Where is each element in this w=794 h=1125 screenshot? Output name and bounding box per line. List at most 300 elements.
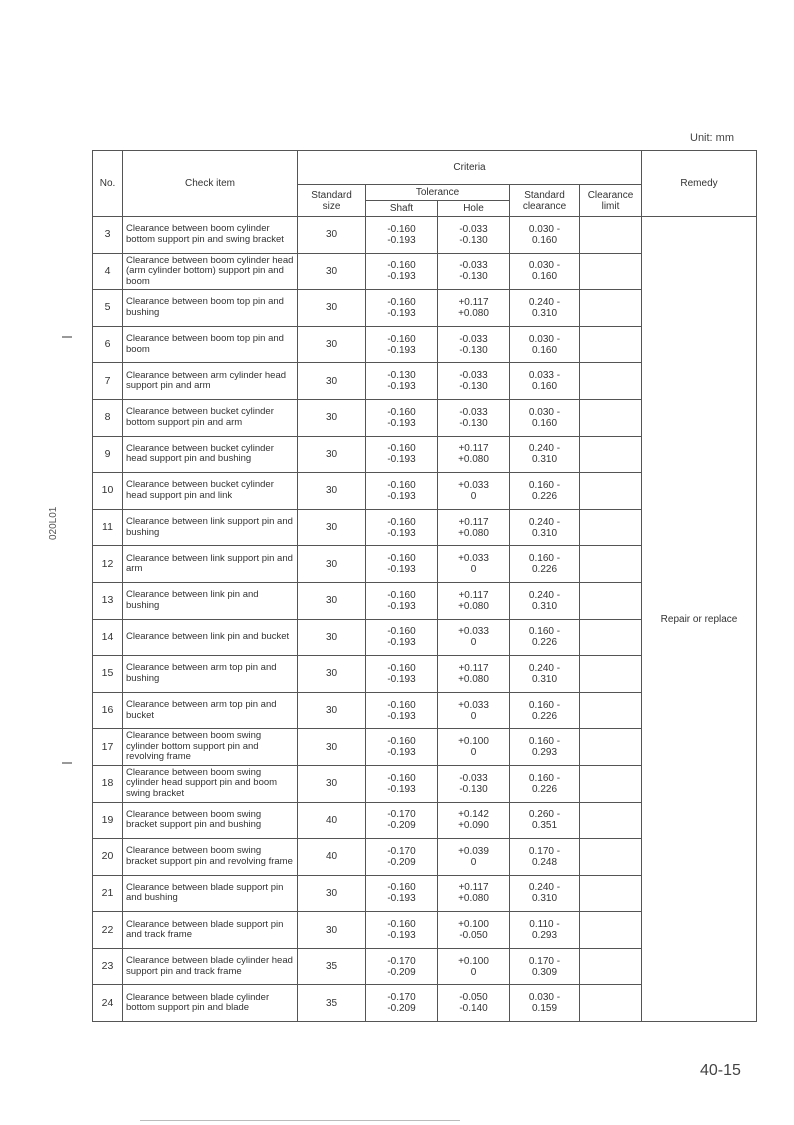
standard-size: 30 [298, 546, 366, 583]
hole-tolerance [438, 546, 510, 583]
shaft-tolerance-value: -0.170 [387, 845, 416, 857]
standard-clearance [510, 985, 580, 1022]
hole-tolerance-value: +0.033 [458, 626, 489, 638]
standard-clearance-value: 0.160 [531, 381, 558, 393]
shaft-tolerance-value: -0.193 [387, 307, 416, 319]
shaft-tolerance [366, 217, 438, 254]
shaft-tolerance-value: -0.160 [387, 662, 416, 674]
row-number: 7 [93, 363, 123, 400]
shaft-tolerance-value: -0.193 [387, 527, 416, 539]
hole-tolerance [438, 802, 510, 839]
hole-tolerance-value: +0.117 [458, 296, 489, 308]
shaft-tolerance-value: -0.193 [387, 344, 416, 356]
remedy-cell: Repair or replace [642, 217, 757, 1022]
hole-tolerance [438, 326, 510, 363]
standard-size: 30 [298, 217, 366, 254]
check-item: Clearance between bucket cylinder head support pin and bushing [123, 436, 298, 473]
shaft-tolerance [366, 985, 438, 1022]
standard-clearance-value: 0.170 - [528, 845, 561, 857]
hole-tolerance-value: -0.033 [459, 223, 488, 235]
row-number: 19 [93, 802, 123, 839]
check-item: Clearance between arm top pin and bushing [123, 656, 298, 693]
standard-clearance [510, 619, 580, 656]
standard-clearance [510, 802, 580, 839]
standard-clearance-value: 0.030 - [528, 260, 561, 272]
standard-clearance-value: 0.033 - [528, 370, 561, 382]
standard-clearance-value: 0.226 [531, 490, 558, 502]
hole-tolerance [438, 509, 510, 546]
standard-clearance-value: 0.160 - [528, 626, 561, 638]
standard-size: 30 [298, 875, 366, 912]
shaft-tolerance-value: -0.170 [387, 955, 416, 967]
shaft-tolerance-value: -0.160 [387, 223, 416, 235]
clearance-limit [580, 875, 642, 912]
check-item: Clearance between bucket cylinder head support pin and link [123, 473, 298, 510]
clearance-limit [580, 802, 642, 839]
table-row [93, 217, 757, 254]
check-item: Clearance between boom swing cylinder head support pin and boom swing bracket [123, 765, 298, 802]
standard-clearance-value: 0.159 [531, 1003, 558, 1015]
check-item: Clearance between boom swing bracket support pin and bushing [123, 802, 298, 839]
standard-clearance-value: 0.310 [531, 527, 558, 539]
hole-tolerance [438, 436, 510, 473]
header-criteria: Criteria [298, 151, 642, 185]
shaft-tolerance-value: -0.193 [387, 271, 416, 283]
row-number: 18 [93, 765, 123, 802]
hole-tolerance-value: -0.130 [459, 271, 488, 283]
shaft-tolerance-value: -0.193 [387, 783, 416, 795]
hole-tolerance-value: 0 [470, 637, 477, 649]
standard-clearance [510, 692, 580, 729]
clearance-limit [580, 363, 642, 400]
standard-clearance-value: 0.351 [531, 820, 558, 832]
standard-clearance-value: 0.160 [531, 234, 558, 246]
standard-clearance [510, 546, 580, 583]
shaft-tolerance-value: -0.160 [387, 553, 416, 565]
shaft-tolerance-value: -0.193 [387, 490, 416, 502]
check-item: Clearance between blade support pin and track frame [123, 912, 298, 949]
hole-tolerance-value: +0.080 [458, 527, 489, 539]
hole-tolerance-value: 0 [470, 710, 477, 722]
shaft-tolerance-value: -0.209 [387, 1003, 416, 1015]
clearance-limit [580, 399, 642, 436]
standard-clearance-value: 0.226 [531, 564, 558, 576]
row-number: 6 [93, 326, 123, 363]
row-number: 21 [93, 875, 123, 912]
clearance-limit [580, 290, 642, 327]
clearance-limit [580, 473, 642, 510]
standard-clearance [510, 436, 580, 473]
standard-clearance [510, 839, 580, 876]
shaft-tolerance-value: -0.193 [387, 637, 416, 649]
standard-clearance-value: 0.226 [531, 710, 558, 722]
clearance-limit [580, 582, 642, 619]
standard-size: 30 [298, 399, 366, 436]
standard-clearance [510, 473, 580, 510]
standard-clearance-value: 0.240 - [528, 516, 561, 528]
hole-tolerance-value: 0 [470, 747, 477, 759]
shaft-tolerance [366, 473, 438, 510]
shaft-tolerance-value: -0.193 [387, 381, 416, 393]
check-item: Clearance between blade cylinder head support pin and track frame [123, 948, 298, 985]
hole-tolerance-value: -0.130 [459, 344, 488, 356]
hole-tolerance [438, 473, 510, 510]
shaft-tolerance-value: -0.193 [387, 454, 416, 466]
standard-clearance-value: 0.240 - [528, 882, 561, 894]
standard-size: 30 [298, 692, 366, 729]
standard-size: 35 [298, 948, 366, 985]
standard-clearance-value: 0.310 [531, 600, 558, 612]
standard-clearance [510, 326, 580, 363]
standard-clearance-value: 0.293 [531, 930, 558, 942]
check-item: Clearance between link support pin and arm [123, 546, 298, 583]
shaft-tolerance [366, 436, 438, 473]
hole-tolerance-value: +0.080 [458, 600, 489, 612]
side-code: 020L01 [48, 506, 59, 540]
check-item: Clearance between boom top pin and boom [123, 326, 298, 363]
shaft-tolerance-value: -0.193 [387, 600, 416, 612]
hole-tolerance [438, 912, 510, 949]
hole-tolerance [438, 875, 510, 912]
hole-tolerance-value: 0 [470, 856, 477, 868]
shaft-tolerance-value: -0.193 [387, 234, 416, 246]
shaft-tolerance-value: -0.160 [387, 736, 416, 748]
clearance-limit [580, 765, 642, 802]
hole-tolerance-value: -0.130 [459, 783, 488, 795]
shaft-tolerance [366, 363, 438, 400]
shaft-tolerance [366, 729, 438, 766]
clearance-limit [580, 436, 642, 473]
standard-clearance-value: 0.160 - [528, 479, 561, 491]
hole-tolerance-value: +0.039 [458, 845, 489, 857]
row-number: 5 [93, 290, 123, 327]
hole-tolerance-value: -0.050 [459, 930, 488, 942]
shaft-tolerance-value: -0.160 [387, 260, 416, 272]
shaft-tolerance-value: -0.130 [387, 370, 416, 382]
standard-clearance-value: 0.160 [531, 417, 558, 429]
standard-clearance [510, 729, 580, 766]
shaft-tolerance-value: -0.160 [387, 589, 416, 601]
row-number: 4 [93, 253, 123, 290]
hole-tolerance-value: 0 [470, 564, 477, 576]
hole-tolerance [438, 948, 510, 985]
hole-tolerance-value: 0 [470, 490, 477, 502]
shaft-tolerance [366, 326, 438, 363]
hole-tolerance-value: +0.117 [458, 516, 489, 528]
shaft-tolerance [366, 546, 438, 583]
margin-mark [62, 336, 72, 338]
shaft-tolerance-value: -0.170 [387, 809, 416, 821]
hole-tolerance-value: -0.033 [459, 260, 488, 272]
shaft-tolerance-value: -0.209 [387, 966, 416, 978]
hole-tolerance-value: +0.100 [458, 919, 489, 931]
check-item: Clearance between boom cylinder head (arm cylinder bottom) support pin and boom [123, 253, 298, 290]
check-item: Clearance between boom swing bracket support pin and revolving frame [123, 839, 298, 876]
standard-clearance-value: 0.030 - [528, 992, 561, 1004]
standard-clearance [510, 217, 580, 254]
shaft-tolerance-value: -0.193 [387, 747, 416, 759]
standard-clearance-value: 0.160 [531, 271, 558, 283]
hole-tolerance-value: -0.130 [459, 381, 488, 393]
shaft-tolerance-value: -0.170 [387, 992, 416, 1004]
shaft-tolerance-value: -0.209 [387, 856, 416, 868]
shaft-tolerance-value: -0.160 [387, 406, 416, 418]
hole-tolerance-value: +0.033 [458, 479, 489, 491]
hole-tolerance-value: +0.080 [458, 454, 489, 466]
shaft-tolerance [366, 692, 438, 729]
shaft-tolerance [366, 290, 438, 327]
standard-clearance [510, 948, 580, 985]
standard-clearance [510, 582, 580, 619]
shaft-tolerance [366, 656, 438, 693]
standard-clearance-value: 0.110 - [529, 919, 560, 931]
row-number: 9 [93, 436, 123, 473]
hole-tolerance-value: -0.140 [459, 1003, 488, 1015]
row-number: 8 [93, 399, 123, 436]
check-item: Clearance between link pin and bucket [123, 619, 298, 656]
standard-clearance [510, 912, 580, 949]
hole-tolerance-value: -0.050 [459, 992, 488, 1004]
shaft-tolerance-value: -0.193 [387, 930, 416, 942]
hole-tolerance-value: -0.033 [459, 406, 488, 418]
standard-size: 40 [298, 839, 366, 876]
shaft-tolerance-value: -0.193 [387, 417, 416, 429]
check-item: Clearance between arm cylinder head support pin and arm [123, 363, 298, 400]
check-item: Clearance between boom top pin and bushing [123, 290, 298, 327]
header-remedy: Remedy [642, 151, 757, 217]
hole-tolerance [438, 399, 510, 436]
hole-tolerance-value: -0.033 [459, 772, 488, 784]
standard-size: 30 [298, 253, 366, 290]
shaft-tolerance-value: -0.160 [387, 882, 416, 894]
clearance-limit [580, 948, 642, 985]
hole-tolerance-value: +0.117 [458, 662, 489, 674]
row-number: 16 [93, 692, 123, 729]
shaft-tolerance-value: -0.209 [387, 820, 416, 832]
clearance-limit [580, 546, 642, 583]
hole-tolerance-value: -0.130 [459, 234, 488, 246]
clearance-limit [580, 619, 642, 656]
row-number: 15 [93, 656, 123, 693]
clearance-limit [580, 839, 642, 876]
standard-clearance-value: 0.240 - [528, 296, 561, 308]
hole-tolerance-value: +0.100 [458, 955, 489, 967]
clearance-limit [580, 985, 642, 1022]
standard-size: 30 [298, 363, 366, 400]
shaft-tolerance [366, 802, 438, 839]
standard-clearance [510, 875, 580, 912]
standard-size: 35 [298, 985, 366, 1022]
hole-tolerance [438, 619, 510, 656]
shaft-tolerance [366, 765, 438, 802]
standard-clearance-value: 0.226 [531, 637, 558, 649]
shaft-tolerance-value: -0.160 [387, 479, 416, 491]
hole-tolerance-value: -0.130 [459, 417, 488, 429]
check-item: Clearance between blade support pin and bushing [123, 875, 298, 912]
row-number: 14 [93, 619, 123, 656]
shaft-tolerance [366, 399, 438, 436]
row-number: 17 [93, 729, 123, 766]
shaft-tolerance [366, 253, 438, 290]
standard-size: 40 [298, 802, 366, 839]
page-number: 40-15 [700, 1062, 741, 1079]
hole-tolerance [438, 253, 510, 290]
standard-size: 30 [298, 765, 366, 802]
shaft-tolerance [366, 948, 438, 985]
shaft-tolerance-value: -0.160 [387, 772, 416, 784]
standard-size: 30 [298, 436, 366, 473]
hole-tolerance [438, 765, 510, 802]
check-item: Clearance between link support pin and bushing [123, 509, 298, 546]
shaft-tolerance-value: -0.160 [387, 296, 416, 308]
shaft-tolerance [366, 839, 438, 876]
standard-size: 30 [298, 912, 366, 949]
row-number: 23 [93, 948, 123, 985]
clearance-limit [580, 217, 642, 254]
standard-clearance-value: 0.310 [531, 454, 558, 466]
clearance-limit [580, 912, 642, 949]
header-check-item: Check item [123, 151, 298, 217]
row-number: 3 [93, 217, 123, 254]
shaft-tolerance-value: -0.160 [387, 919, 416, 931]
standard-clearance-value: 0.160 - [528, 699, 561, 711]
standard-clearance-value: 0.030 - [528, 223, 561, 235]
row-number: 24 [93, 985, 123, 1022]
hole-tolerance-value: -0.033 [459, 333, 488, 345]
row-number: 13 [93, 582, 123, 619]
shaft-tolerance-value: -0.160 [387, 699, 416, 711]
hole-tolerance-value: +0.117 [458, 443, 489, 455]
standard-clearance-value: 0.160 [531, 344, 558, 356]
hole-tolerance-value: +0.117 [458, 882, 489, 894]
standard-clearance-value: 0.293 [531, 747, 558, 759]
hole-tolerance [438, 290, 510, 327]
shaft-tolerance [366, 875, 438, 912]
shaft-tolerance-value: -0.160 [387, 333, 416, 345]
standard-clearance-value: 0.160 - [528, 736, 561, 748]
hole-tolerance-value: -0.033 [459, 370, 488, 382]
header-standard-size: Standard size [298, 185, 366, 217]
header-standard-clearance: Standard clearance [510, 185, 580, 217]
standard-clearance-value: 0.240 - [528, 443, 561, 455]
standard-clearance-value: 0.240 - [528, 662, 561, 674]
standard-clearance-value: 0.160 - [528, 772, 561, 784]
hole-tolerance-value: +0.033 [458, 553, 489, 565]
header-hole: Hole [438, 201, 510, 217]
header-no: No. [93, 151, 123, 217]
check-item: Clearance between blade cylinder bottom support pin and blade [123, 985, 298, 1022]
check-item: Clearance between bucket cylinder bottom support pin and arm [123, 399, 298, 436]
shaft-tolerance [366, 912, 438, 949]
shaft-tolerance-value: -0.193 [387, 893, 416, 905]
standard-clearance-value: 0.160 - [528, 553, 561, 565]
check-item: Clearance between boom cylinder bottom support pin and swing bracket [123, 217, 298, 254]
clearance-limit [580, 729, 642, 766]
bottom-rule [140, 1120, 460, 1121]
shaft-tolerance-value: -0.160 [387, 443, 416, 455]
shaft-tolerance-value: -0.193 [387, 564, 416, 576]
shaft-tolerance-value: -0.160 [387, 516, 416, 528]
header-tolerance: Tolerance [366, 185, 510, 201]
clearance-limit [580, 509, 642, 546]
standard-size: 30 [298, 326, 366, 363]
hole-tolerance-value: +0.100 [458, 736, 489, 748]
standard-clearance [510, 509, 580, 546]
standard-clearance [510, 290, 580, 327]
standard-size: 30 [298, 729, 366, 766]
standard-size: 30 [298, 473, 366, 510]
hole-tolerance-value: 0 [470, 966, 477, 978]
hole-tolerance-value: +0.080 [458, 307, 489, 319]
header-clearance-limit: Clearance limit [580, 185, 642, 217]
unit-label: Unit: mm [690, 132, 734, 144]
row-number: 10 [93, 473, 123, 510]
header-shaft: Shaft [366, 201, 438, 217]
hole-tolerance-value: +0.117 [458, 589, 489, 601]
standard-clearance [510, 253, 580, 290]
hole-tolerance [438, 363, 510, 400]
standard-size: 30 [298, 656, 366, 693]
shaft-tolerance [366, 619, 438, 656]
row-number: 11 [93, 509, 123, 546]
standard-size: 30 [298, 290, 366, 327]
standard-clearance [510, 363, 580, 400]
row-number: 12 [93, 546, 123, 583]
shaft-tolerance [366, 509, 438, 546]
check-item: Clearance between arm top pin and bucket [123, 692, 298, 729]
hole-tolerance-value: +0.090 [458, 820, 489, 832]
standard-clearance-value: 0.310 [531, 307, 558, 319]
hole-tolerance [438, 839, 510, 876]
standard-clearance [510, 656, 580, 693]
hole-tolerance-value: +0.080 [458, 673, 489, 685]
check-item: Clearance between link pin and bushing [123, 582, 298, 619]
hole-tolerance-value: +0.033 [458, 699, 489, 711]
standard-clearance-value: 0.226 [531, 783, 558, 795]
margin-mark [62, 762, 72, 764]
hole-tolerance [438, 582, 510, 619]
standard-clearance-value: 0.310 [531, 673, 558, 685]
standard-clearance-value: 0.309 [531, 966, 558, 978]
standard-clearance-value: 0.310 [531, 893, 558, 905]
standard-size: 30 [298, 582, 366, 619]
standard-size: 30 [298, 619, 366, 656]
standard-clearance [510, 765, 580, 802]
standard-clearance [510, 399, 580, 436]
standard-clearance-value: 0.030 - [528, 406, 561, 418]
hole-tolerance [438, 985, 510, 1022]
clearance-limit [580, 253, 642, 290]
shaft-tolerance [366, 582, 438, 619]
shaft-tolerance-value: -0.160 [387, 626, 416, 638]
hole-tolerance [438, 692, 510, 729]
standard-clearance-value: 0.170 - [528, 955, 561, 967]
standard-size: 30 [298, 509, 366, 546]
shaft-tolerance-value: -0.193 [387, 710, 416, 722]
hole-tolerance-value: +0.080 [458, 893, 489, 905]
shaft-tolerance-value: -0.193 [387, 673, 416, 685]
hole-tolerance-value: +0.142 [458, 809, 489, 821]
row-number: 22 [93, 912, 123, 949]
standard-clearance-value: 0.248 [531, 856, 558, 868]
table-body [93, 217, 757, 1022]
check-item: Clearance between boom swing cylinder bottom support pin and revolving frame [123, 729, 298, 766]
hole-tolerance [438, 729, 510, 766]
clearance-table [92, 150, 757, 1022]
standard-clearance-value: 0.260 - [528, 809, 561, 821]
clearance-limit [580, 326, 642, 363]
standard-clearance-value: 0.240 - [528, 589, 561, 601]
